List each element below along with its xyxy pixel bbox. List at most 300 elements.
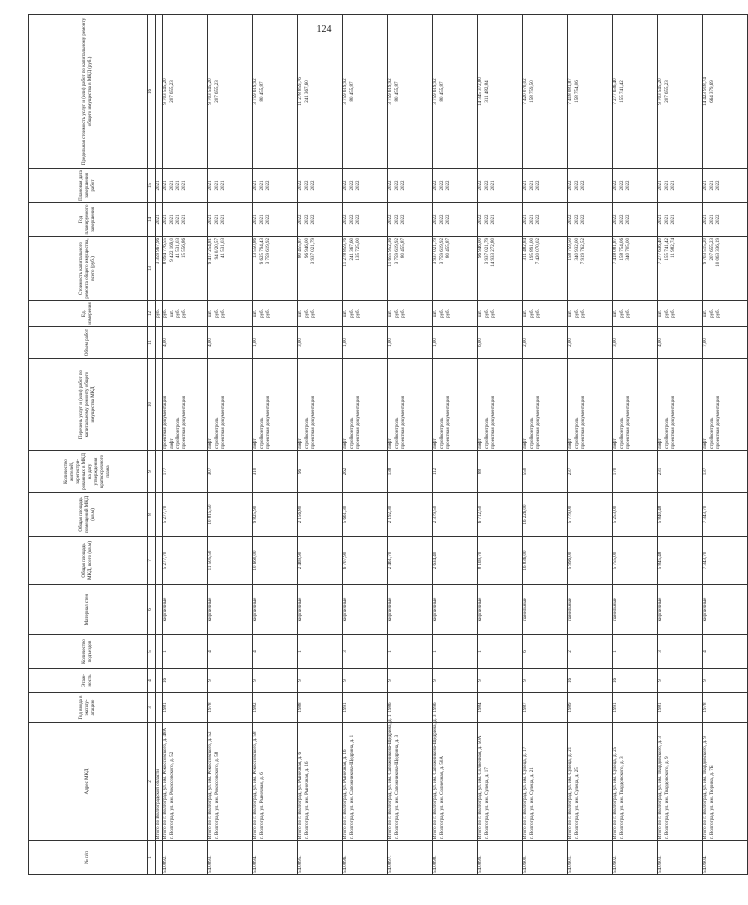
column-header: Плановая дата завершения работ [29, 169, 148, 203]
works-cell [163, 359, 208, 451]
column-header: Объем работ [29, 327, 148, 359]
total-section [156, 15, 163, 875]
address-cell-line: г. Волгоград, ул. им. Твардовского, д. 9 [664, 756, 670, 839]
works-cell [568, 359, 613, 451]
years-cell-line: 2021 [490, 214, 496, 225]
limits-cell [658, 15, 703, 169]
units-cell-line: руб. [574, 309, 580, 318]
limits-cell [613, 15, 658, 169]
dates-cell-line: 2021 [163, 180, 169, 191]
costs-cell-line: 158 754,06 [619, 238, 625, 261]
row-number: 54.0897. [388, 841, 433, 875]
costs-cell-line: 311 482,84 [523, 238, 529, 261]
years-cell-line: 2021 [523, 214, 529, 225]
works-cell-line: лифт [658, 438, 664, 449]
years-cell-line: 2021 [703, 214, 709, 225]
works-cell [523, 359, 568, 451]
dates-cell [703, 169, 748, 203]
table-row [253, 15, 298, 875]
column-header: Перечень услуг и (или) работ по капитальному ремонту общего имущества МКД [29, 359, 148, 451]
years-cell [478, 203, 523, 237]
works-cell-line: стройконтроль [484, 417, 490, 449]
year-built: 1981 [658, 693, 703, 723]
residents: 262 [343, 451, 388, 493]
entrances: 4 [253, 635, 298, 669]
years-cell-line: 2022 [355, 214, 361, 225]
dates-cell-line: 2022 [574, 180, 580, 191]
dates-cell-line: 2021 [658, 180, 664, 191]
limits-cell-line: 7 418 081,87 [568, 78, 574, 105]
units-cell [253, 301, 298, 327]
years-cell-line: 2022 [394, 214, 400, 225]
works-cell-line: лифт [703, 438, 709, 449]
limits-cell [343, 15, 388, 169]
years-cell [433, 203, 478, 237]
address-cell-line: Итого по г. Волгоград, ул. им. Твардовского, д. 3 [658, 736, 664, 839]
years-cell-line: 2022 [484, 214, 490, 225]
works-cell-line: стройконтроль [529, 417, 535, 449]
limits-cell-line: 7 277 636,40 [613, 78, 619, 105]
dates-cell [253, 169, 298, 203]
works-cell-line: проектная документация [715, 396, 721, 449]
years-cell-line: 2022 [619, 214, 625, 225]
costs-cell-line: 9 422 169,0 [169, 238, 175, 262]
costs-cell-line: 135 725,00 [355, 238, 361, 261]
units-cell-line: руб. [535, 309, 541, 318]
address-cell-line: г. Волгоград, ул. Рыночная, д. 6 [259, 772, 265, 839]
address-cell [163, 723, 208, 841]
area-premises: 2 192,30 [388, 493, 433, 537]
works-cell-line: лифт [343, 438, 349, 449]
limits-cell-line: 207 655,23 [169, 80, 175, 103]
works-cell [703, 359, 748, 451]
wall-material: кирпичные [163, 585, 208, 635]
units-cell-line: шт. [208, 310, 214, 317]
table-row [343, 15, 388, 875]
limits-cell [478, 15, 523, 169]
floors: 9 [208, 669, 253, 693]
row-number: 54.0893. [208, 841, 253, 875]
costs-cell-line: 3 759 619,92 [439, 238, 445, 265]
work-volume: 6,00 [478, 327, 523, 359]
work-volume: 7,00 [703, 327, 748, 359]
row-number: 54.0894. [253, 841, 298, 875]
column-number: 4 [148, 669, 156, 693]
floors: 9 [388, 669, 433, 693]
costs-cell-line: 8 094 776,55 [163, 238, 169, 265]
dates-cell-line: 2022 [715, 180, 721, 191]
wall-material: кирпичные [703, 585, 748, 635]
floors: 9 [478, 669, 523, 693]
residents: 170 [613, 451, 658, 493]
units-cell-line: руб. [220, 309, 226, 318]
wall-material: панельные [568, 585, 613, 635]
limits-cell [208, 15, 253, 169]
dates-cell-line: 2022 [535, 180, 541, 191]
limits-cell-line: 3 759 619,92 [388, 78, 394, 105]
units-cell [163, 301, 208, 327]
address-cell-line: Итого по г. Волгоград, ул. им. Сапожникова-Щедрина, д. 1 [388, 714, 394, 839]
floors: 16 [163, 669, 208, 693]
costs-cell [208, 237, 253, 301]
units-cell-line: шт. [169, 310, 175, 317]
years-cell-line: 2021 [214, 214, 220, 225]
units-cell-line: руб. [214, 309, 220, 318]
address-cell-line: г. Волгоград, ул. им. Рыночная, д. 16 [304, 761, 310, 839]
limits-cell-line: 155 741,42 [619, 80, 625, 103]
dates-cell-line: 2022 [580, 180, 586, 191]
year-built: 1982 [253, 693, 298, 723]
years-cell-line: 2021 [670, 214, 676, 225]
work-volume: 2,00 [523, 327, 568, 359]
works-cell-line: лифт [208, 438, 214, 449]
work-volume: 3,00 [298, 327, 343, 359]
units-cell-line: руб. [529, 309, 535, 318]
years-cell-line: 2022 [715, 214, 721, 225]
works-cell-line: стройконтроль [259, 417, 265, 449]
dates-cell-line: 2022 [388, 180, 394, 191]
works-cell-line: проектная документация [355, 396, 361, 449]
table-row [163, 15, 208, 875]
units-cell-line: руб. [259, 309, 265, 318]
row-number: 54.0904. [703, 841, 748, 875]
table-row [523, 15, 568, 875]
year-built: 1978 [703, 693, 748, 723]
costs-cell-line: 9 625 794,43 [259, 238, 265, 265]
years-cell [388, 203, 433, 237]
years-cell-line: 2021 [208, 214, 214, 225]
costs-cell-line: 11 278 859,76 [343, 238, 349, 267]
address-cell [478, 723, 523, 841]
limits-cell [163, 15, 208, 169]
floors: 9 [703, 669, 748, 693]
works-cell-line: лифт [169, 438, 175, 449]
dates-cell-line: 2022 [619, 180, 625, 191]
years-cell-line: 2021 [709, 214, 715, 225]
dates-cell [658, 169, 703, 203]
residents: 550 [523, 451, 568, 493]
dates-cell-line: 2021 [214, 180, 220, 191]
wall-material: кирпичные [343, 585, 388, 635]
entrances: 4 [703, 635, 748, 669]
address-cell [613, 723, 658, 841]
entrances: 1 [433, 635, 478, 669]
area-total: 5 996,00 [568, 537, 613, 585]
works-cell-line: лифт [433, 438, 439, 449]
table-row [703, 15, 748, 875]
years-cell-line: 2022 [304, 214, 310, 225]
units-cell-line: шт. [613, 310, 619, 317]
address-cell [298, 723, 343, 841]
table-row [388, 15, 433, 875]
costs-cell-line: 3 937 021,79 [310, 238, 316, 265]
units-cell-line: руб. [439, 309, 445, 318]
costs-cell-line: 15 556,86 [182, 238, 188, 258]
residents: 231 [658, 451, 703, 493]
year-built: 1978 [208, 693, 253, 723]
dates-cell-line: 2021 [703, 180, 709, 191]
work-volume: 4,00 [658, 327, 703, 359]
dates-cell-line: 2021 [169, 180, 175, 191]
years-cell-line: 2021 [664, 214, 670, 225]
years-cell [253, 203, 298, 237]
row-number: 54.0902. [613, 841, 658, 875]
costs-cell-line: 13 550,86 [253, 238, 259, 258]
address-cell [253, 723, 298, 841]
row-number: 54.0898. [433, 841, 478, 875]
year-built: 1984 [478, 693, 523, 723]
limits-cell-line: 9 703 545,20 [208, 78, 214, 105]
costs-cell-line: 7 418 081,87 [613, 238, 619, 265]
dates-cell [568, 169, 613, 203]
column-header: Ед. измерения [29, 301, 148, 327]
address-cell [568, 723, 613, 841]
column-header: Год планируемого завершения [29, 203, 148, 237]
work-volume: 1,00 [388, 327, 433, 359]
units-cell-line: шт. [433, 310, 439, 317]
works-cell-line: стройконтроль [709, 417, 715, 449]
column-number: 14 [148, 203, 156, 237]
costs-cell [388, 237, 433, 301]
residents: 307 [208, 451, 253, 493]
address-cell-line: г. Волгоград, ул. им. Твардовского, д. 3 [619, 756, 625, 839]
dates-cell [433, 169, 478, 203]
dates-cell-line: 2021 [529, 180, 535, 191]
costs-cell-line: 9 417 254,81 [208, 238, 214, 265]
costs-cell [163, 237, 208, 301]
limits-cell [523, 15, 568, 169]
wall-material: панельные [523, 585, 568, 635]
residents: 310 [253, 451, 298, 493]
column-number: 2 [148, 723, 156, 841]
works-cell [478, 359, 523, 451]
dates-cell-line: 2022 [304, 180, 310, 191]
column-number: 9 [148, 451, 156, 493]
row-number: 54.0899. [478, 841, 523, 875]
table-row [208, 15, 253, 875]
dates-cell-line: 2021 [208, 180, 214, 191]
works-cell-line: стройконтроль [619, 417, 625, 449]
area-total: 16 836,00 [523, 537, 568, 585]
dates-cell [163, 169, 208, 203]
table-body [163, 15, 748, 875]
dates-cell-line: 2021 [709, 180, 715, 191]
limits-cell-line: 80 455,87 [259, 81, 265, 102]
dates-cell-line: 2021 [664, 180, 670, 191]
address-cell-line: г. Волгоград, ул. им. Тюрина, д. 7Б [709, 765, 715, 839]
dates-cell [523, 169, 568, 203]
limits-cell-line: 3 759 619,92 [343, 78, 349, 105]
costs-cell [433, 237, 478, 301]
costs-cell-line: 10 063 336,19 [715, 238, 721, 267]
years-cell-line: 2021 [529, 214, 535, 225]
total-year: 2021 [156, 203, 163, 237]
address-cell-line: Итого по г. Волгоград, ул. им. Солнечная, д. 50А [478, 735, 484, 839]
works-cell-line: стройконтроль [349, 417, 355, 449]
works-cell-line: проектная документация [625, 396, 631, 449]
dates-cell-line: 2022 [478, 180, 484, 191]
dates-cell-line: 2022 [265, 180, 271, 191]
works-cell [388, 359, 433, 451]
year-built: 1991 [343, 693, 388, 723]
limits-cell-line: 80 455,87 [349, 81, 355, 102]
costs-cell-line: 3 937 021,79 [484, 238, 490, 265]
row-number: 54.0903. [658, 841, 703, 875]
residents: 88 [478, 451, 523, 493]
units-cell-line: руб. [182, 309, 188, 318]
years-cell-line: 2021 [253, 214, 259, 225]
dates-cell-line: 2022 [355, 180, 361, 191]
column-header: Количество подъездов [29, 635, 148, 669]
units-cell-line: руб. [664, 309, 670, 318]
units-cell-line: руб. [484, 309, 490, 318]
address-cell-line: г. Волгоград, ул. им. Рокоссовского, д. 52 [169, 751, 175, 839]
floors: 9 [658, 669, 703, 693]
address-cell-line: Итого по г. Волгоград, ул. им. Рокоссовского, д. 48А [163, 727, 169, 839]
costs-cell-line: 9 703 515,20 [703, 238, 709, 265]
year-built: 1987 [523, 693, 568, 723]
column-number: 3 [148, 693, 156, 723]
column-header: Этаж-ность [29, 669, 148, 693]
limits-cell-line: 80 455,87 [439, 81, 445, 102]
dates-cell-line: 2022 [433, 180, 439, 191]
costs-cell-line: 3 759 619,92 [394, 238, 400, 265]
year-built: 1996 [433, 693, 478, 723]
table-row [613, 15, 658, 875]
years-cell-line: 2021 [259, 214, 265, 225]
limits-cell-line: 14 423 918,74 [703, 77, 709, 106]
years-cell [298, 203, 343, 237]
column-header: № п/п [29, 841, 148, 875]
works-cell-line: проектная документация [445, 396, 451, 449]
wall-material: кирпичные [208, 585, 253, 635]
work-volume: 4,00 [208, 327, 253, 359]
works-cell-line: проектная документация [265, 396, 271, 449]
years-cell [163, 203, 208, 237]
wall-material: кирпичные [253, 585, 298, 635]
column-header: Общая площадь помещений МКД (кв.м) [29, 493, 148, 537]
address-cell-line: Итого по г. Волгоград, ул. им. Сулеца, д. 17 [523, 746, 529, 839]
entrances: 3 [343, 635, 388, 669]
works-cell-line: проектная документация [182, 396, 188, 449]
years-cell-line: 2021 [169, 214, 175, 225]
year-built: 1986 [388, 693, 433, 723]
wall-material: кирпичные [388, 585, 433, 635]
entrances: 1 [388, 635, 433, 669]
dates-cell [478, 169, 523, 203]
repair-plan-table [28, 14, 748, 875]
column-header: Год ввода в эксплу-атацию [29, 693, 148, 723]
table-row [568, 15, 613, 875]
dates-cell-line: 2022 [613, 180, 619, 191]
works-cell-line: проектная документация [400, 396, 406, 449]
entrances: 4 [208, 635, 253, 669]
area-total: 8 169,70 [478, 537, 523, 585]
units-cell-line: шт. [343, 310, 349, 317]
works-cell-line: проектная документация [310, 396, 316, 449]
table-header [29, 15, 156, 875]
column-number: 5 [148, 635, 156, 669]
units-cell-line: руб. [580, 309, 586, 318]
years-cell [613, 203, 658, 237]
costs-cell-line: 14 933 272,80 [490, 238, 496, 267]
years-cell-line: 2022 [574, 214, 580, 225]
dates-cell-line: 2022 [484, 180, 490, 191]
work-volume: 1,00 [253, 327, 298, 359]
units-cell-line: руб. [400, 309, 406, 318]
works-cell [343, 359, 388, 451]
area-premises: 9 825,90 [253, 493, 298, 537]
area-premises: 2 156,80 [298, 493, 343, 537]
address-cell [208, 723, 253, 841]
area-premises: 2 379,50 [433, 493, 478, 537]
units-cell [478, 301, 523, 327]
address-cell-line: Итого по г. Волгоград, ул. им. Рокоссовского, д. 52 [208, 731, 214, 839]
years-cell-line: 2022 [478, 214, 484, 225]
dates-cell [208, 169, 253, 203]
dates-cell-line: 2021 [253, 180, 259, 191]
works-cell-line: стройконтроль [574, 417, 580, 449]
entrances: 1 [613, 635, 658, 669]
costs-cell [703, 237, 748, 301]
years-cell-line: 2022 [613, 214, 619, 225]
works-cell-line: стройконтроль [175, 417, 181, 449]
dates-cell-line: 2022 [445, 180, 451, 191]
dates-cell-line: 2021 [490, 180, 496, 191]
units-cell-line: шт. [658, 310, 664, 317]
floors: 9 [253, 669, 298, 693]
rotated-table-container [28, 15, 721, 875]
units-cell [568, 301, 613, 327]
years-cell-line: 2022 [388, 214, 394, 225]
area-total: 5 277,70 [163, 537, 208, 585]
area-total: 10 660,00 [253, 537, 298, 585]
entrances: 1 [298, 635, 343, 669]
costs-cell-line: 3 937 021,79 [433, 238, 439, 265]
costs-cell [478, 237, 523, 301]
entrances: 2 [568, 635, 613, 669]
dates-cell-line: 2021 [523, 180, 529, 191]
dates-cell-line: 2021 [670, 180, 676, 191]
limits-cell-line: 664 379,69 [709, 80, 715, 103]
dates-cell-line: 2021 [175, 180, 181, 191]
costs-cell [298, 237, 343, 301]
total-row [156, 15, 163, 875]
address-cell [433, 714, 478, 841]
floors: 9 [343, 669, 388, 693]
units-cell-line: руб. [670, 309, 676, 318]
dates-cell-line: 2022 [394, 180, 400, 191]
table-row [658, 15, 703, 875]
row-number: 54.0896. [343, 841, 388, 875]
costs-cell-line: 340 932,00 [574, 238, 580, 261]
works-cell-line: лифт [298, 438, 304, 449]
units-cell [388, 301, 433, 327]
dates-cell-line: 2022 [310, 180, 316, 191]
column-header: Материал стен [29, 585, 148, 635]
year-built: 1988 [298, 693, 343, 723]
years-cell [568, 203, 613, 237]
column-number: 16 [148, 15, 156, 169]
area-total: 6 707,90 [343, 537, 388, 585]
column-number: 15 [148, 169, 156, 203]
works-cell-line: проектная документация [535, 396, 541, 449]
table-row [433, 15, 478, 875]
address-cell [658, 723, 703, 841]
row-number: 54.0900. [523, 841, 568, 875]
dates-cell [298, 169, 343, 203]
years-cell-line: 2021 [220, 214, 226, 225]
